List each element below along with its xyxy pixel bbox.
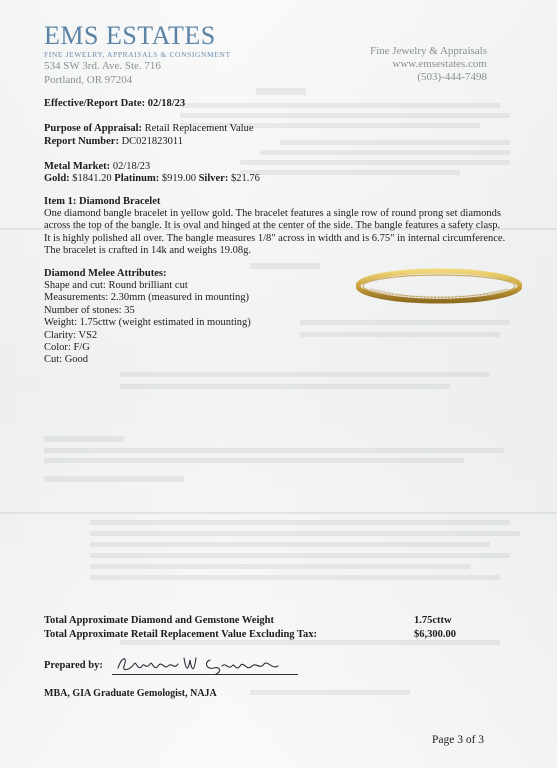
metal-market bbox=[44, 161, 150, 173]
gold-label: Gold: bbox=[44, 173, 70, 184]
metal-market-label: Metal Market: bbox=[44, 161, 111, 172]
melee-shape: Shape and cut: Round brilliant cut bbox=[44, 280, 188, 291]
contact-line: Fine Jewelry & Appraisals bbox=[369, 45, 487, 57]
total-weight-value: 1.75cttw bbox=[414, 615, 452, 626]
description-line: One diamond bangle bracelet in yellow gold. The bracelet features a single row of round prong set diamonds bbox=[44, 208, 502, 219]
address-line: Portland, OR 97204 bbox=[44, 74, 133, 86]
silver-value: $21.76 bbox=[230, 173, 260, 184]
platinum-value: $919.00 bbox=[161, 173, 196, 184]
total-weight-label: Total Approximate Diamond and Gemstone Weight bbox=[44, 615, 274, 626]
item-title bbox=[44, 196, 160, 208]
company-contact bbox=[370, 45, 487, 84]
prepared-by-label: Prepared by: bbox=[44, 660, 103, 671]
handwritten-signature bbox=[114, 650, 284, 680]
purpose bbox=[44, 123, 254, 135]
item-title-text: Item 1: Diamond Bracelet bbox=[44, 196, 161, 207]
logo-name: EMS ESTATES bbox=[44, 21, 216, 50]
item-description bbox=[44, 208, 505, 258]
description-line: across the top of the bangle. It is oval and hinged at the center of the side. The bangle features a safety clasp. bbox=[44, 220, 501, 232]
melee-title-text: Diamond Melee Attributes: bbox=[44, 268, 167, 279]
fold-line bbox=[0, 512, 557, 514]
melee-measurements: Measurements: 2.30mm (measured in mounting) bbox=[44, 292, 250, 304]
address-line: 534 SW 3rd. Ave. Ste. 716 bbox=[44, 60, 161, 72]
page-number: Page 3 of 3 bbox=[432, 734, 485, 746]
effective-value: 02/18/23 bbox=[147, 98, 186, 109]
signature-line bbox=[112, 674, 298, 675]
description-line: The bracelet is crafted in 14k and weighs 19.08g. bbox=[44, 245, 252, 257]
melee-title bbox=[44, 268, 166, 280]
melee-attributes bbox=[44, 280, 251, 367]
description-line: It is highly polished all over. The bangle measures 1/8" across in width and is 6.75" in internal circumference. bbox=[44, 232, 506, 244]
melee-clarity: Clarity: VS2 bbox=[44, 329, 98, 341]
signer-credentials: MBA, GIA Graduate Gemologist, NAJA bbox=[44, 688, 217, 699]
totals-labels bbox=[44, 614, 317, 642]
purpose-label: Purpose of Appraisal: bbox=[44, 123, 143, 134]
silver-label: Silver: bbox=[198, 173, 229, 184]
metal-market-value: 02/18/23 bbox=[112, 161, 151, 172]
bracelet-photo bbox=[356, 266, 522, 306]
purpose-value: Retail Replacement Value bbox=[144, 123, 254, 134]
melee-weight: Weight: 1.75cttw (weight estimated in mounting) bbox=[44, 317, 251, 329]
logo-tagline: FINE JEWELRY, APPRAISALS & CONSIGNMENT bbox=[44, 50, 231, 59]
melee-count: Number of stones: 35 bbox=[44, 304, 135, 316]
report-number-value: DC021823011 bbox=[121, 136, 184, 147]
melee-color: Color: F/G bbox=[44, 342, 90, 354]
platinum-label: Platinum: bbox=[114, 173, 160, 184]
totals-values bbox=[414, 614, 456, 642]
melee-cut: Cut: Good bbox=[44, 354, 89, 366]
contact-website: www.emsestates.com bbox=[392, 58, 487, 70]
report-number bbox=[44, 136, 183, 148]
company-logo bbox=[44, 21, 231, 60]
total-value-value: $6,300.00 bbox=[414, 629, 456, 640]
effective-date bbox=[44, 98, 185, 110]
contact-phone: (503)-444-7498 bbox=[417, 71, 487, 83]
effective-label: Effective/Report Date: bbox=[44, 98, 146, 109]
company-address bbox=[44, 59, 161, 87]
gold-value: $1841.20 bbox=[72, 173, 112, 184]
report-number-label: Report Number: bbox=[44, 136, 119, 147]
metal-prices bbox=[44, 173, 260, 185]
total-value-label: Total Approximate Retail Replacement Value Excluding Tax: bbox=[44, 629, 318, 640]
